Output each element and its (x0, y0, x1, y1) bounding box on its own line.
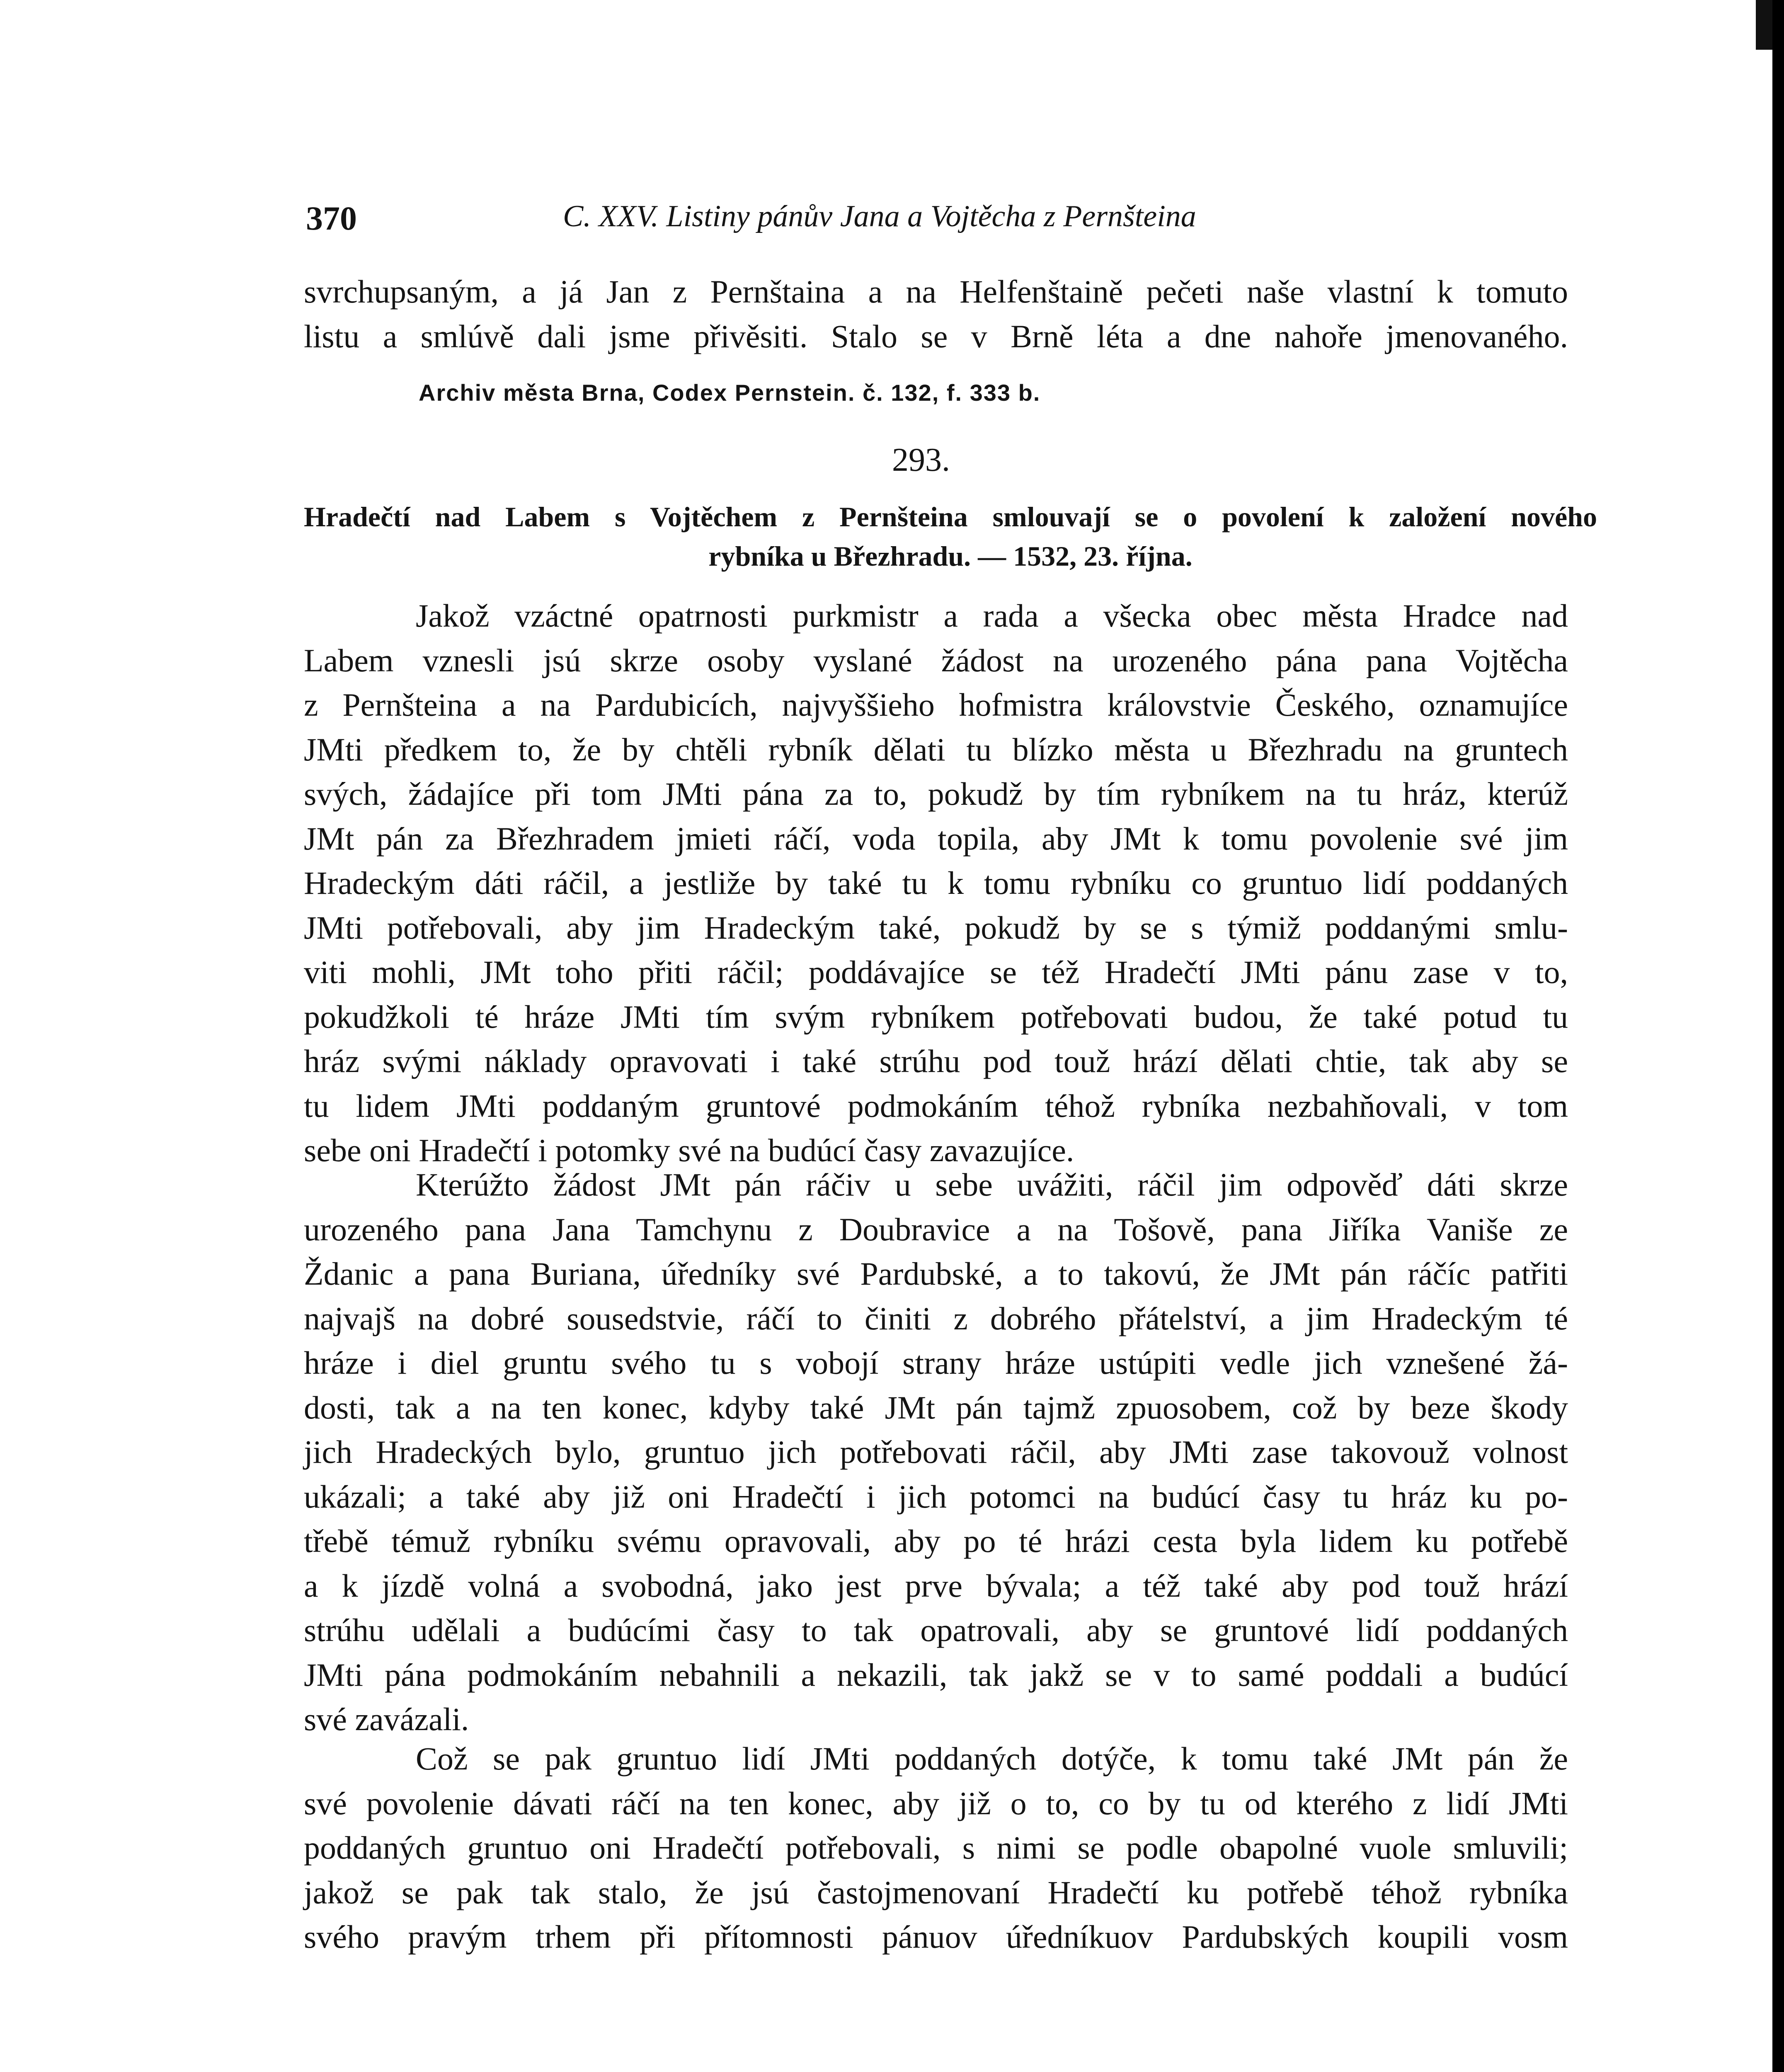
chapter-title: C. XXV. Listiny pánův Jana a Vojtěcha z Pernšteina (563, 199, 1196, 233)
text-line: a k jízdě volná a svobodná, jako jest prve bývala; a též také aby pod touž hrází (304, 1567, 1568, 1604)
paragraph-1 (304, 593, 1568, 1173)
text-line: urozeného pana Jana Tamchynu z Doubravice a na Tošově, pana Jiříka Vaniše ze (304, 1211, 1568, 1247)
text-line: viti mohli, JMt toho přiti ráčil; poddávajíce se též Hradečtí JMti pánu zase v to, (304, 954, 1568, 990)
text-line: JMti potřebovali, aby jim Hradeckým také, pokudž by se s týmiž poddanými smlu- (304, 909, 1568, 946)
text-line: hráz svými náklady opravovati i také strúhu pod touž hrází dělati chtie, tak aby se (304, 1043, 1568, 1079)
heading-line: rybníka u Březhradu. — 1532, 23. října. (708, 540, 1193, 572)
text-line: strúhu udělali a budúcími časy to tak opatrovali, aby se gruntové lidí poddaných (304, 1612, 1568, 1648)
text-line: hráze i diel gruntu svého tu s vobojí strany hráze ustúpiti vedle jich vznešené žá- (304, 1345, 1568, 1381)
page-number: 370 (306, 199, 357, 237)
text-line: JMti předkem to, že by chtěli rybník dělati tu blízko města u Březhradu na gruntech (304, 731, 1568, 767)
document-number (0, 441, 1784, 479)
text-line: JMt pán za Březhradem jmieti ráčí, voda topila, aby JMt k tomu povolenie své jim (304, 820, 1568, 857)
text-line: Kterúžto žádost JMt pán ráčiv u sebe uvážiti, ráčil jim odpověď dáti skrze (416, 1167, 1568, 1203)
document-heading (304, 497, 1597, 576)
text-line: listu a smlúvě dali jsme přivěsiti. Stalo se v Brně léta a dne nahoře jmenovaného. (304, 318, 1568, 354)
text-line: ukázali; a také aby již oni Hradečtí i jich potomci na budúcí časy tu hráz ku po- (304, 1478, 1568, 1515)
text-line: svých, žádajíce při tom JMti pána za to, pokudž by tím rybníkem na tu hráz, kterúž (304, 776, 1568, 812)
text-line: svého pravým trhem při přítomnosti pánuov úředníkuov Pardubských koupili vosm (304, 1919, 1568, 1955)
text-line: dosti, tak a na ten konec, kdyby také JMt pán tajmž zpuosobem, což by beze škody (304, 1389, 1568, 1426)
paragraph-3 (304, 1736, 1568, 1959)
source-note: Archiv města Brna, Codex Pernstein. č. 132, f. 333 b. (419, 380, 1041, 406)
text-line: své povolenie dávati ráčí na ten konec, aby již o to, co by tu od kterého z lidí JMti (304, 1785, 1568, 1821)
text-line: Hradeckým dáti ráčil, a jestliže by také tu k tomu rybníku co gruntuo lidí poddaných (304, 865, 1568, 901)
scan-border-right (1772, 0, 1784, 2072)
text-line: pokudžkoli té hráze JMti tím svým rybníkem potřebovati budou, že také potud tu (304, 998, 1568, 1035)
heading-line: Hradečtí nad Labem s Vojtěchem z Pernšteina smlouvají se o povolení k založení nového (304, 501, 1597, 533)
running-head (306, 199, 1342, 253)
text-line: z Pernšteina a na Pardubicích, najvyššieho hofmistra královstvie Českého, oznamujíce (304, 687, 1568, 723)
paragraph-2 (304, 1162, 1568, 1742)
text-line: jich Hradeckých bylo, gruntuo jich potřebovati ráčil, aby JMti zase takovouž volnost (304, 1434, 1568, 1470)
text-line: Jakož vzáctné opatrnosti purkmistr a rada a všecka obec města Hradce nad (416, 598, 1568, 634)
text-line: najvajš na dobré sousedstvie, ráčí to činiti z dobrého přátelství, a jim Hradeckým té (304, 1300, 1568, 1336)
text-line: tu lidem JMti poddaným gruntové podmokáním téhož rybníka nezbahňovali, v tom (304, 1087, 1568, 1124)
document-number-text: 293. (892, 442, 950, 478)
text-line: svrchupsaným, a já Jan z Pernštaina a na Helfenštaině pečeti naše vlastní k tomuto (304, 274, 1568, 310)
text-line: jakož se pak tak stalo, že jsú častojmenovaní Hradečtí ku potřebě téhož rybníka (304, 1874, 1568, 1910)
text-line: Labem vznesli jsú skrze osoby vyslané žádost na urozeného pána pana Vojtěcha (304, 642, 1568, 678)
text-line: JMti pána podmokáním nebahnili a nekazili, tak jakž se v to samé poddali a budúcí (304, 1656, 1568, 1693)
intro-text (304, 269, 1568, 358)
text-line: Což se pak gruntuo lidí JMti poddaných dotýče, k tomu také JMt pán že (416, 1740, 1568, 1777)
text-line: Ždanic a pana Buriana, úředníky své Pardubské, a to takovú, že JMt pán ráčíc patřiti (304, 1256, 1568, 1292)
text-line: poddaných gruntuo oni Hradečtí potřebovali, s nimi se podle obapolné vuole smluvili; (304, 1830, 1568, 1866)
text-line: sebe oni Hradečtí i potomky své na budúcí časy zavazujíce. (304, 1132, 1074, 1168)
scan-border-corner (1756, 0, 1772, 50)
text-line: své zavázali. (304, 1701, 469, 1737)
text-line: třebě témuž rybníku svému opravovali, aby po té hrázi cesta byla lidem ku potřebě (304, 1523, 1568, 1559)
